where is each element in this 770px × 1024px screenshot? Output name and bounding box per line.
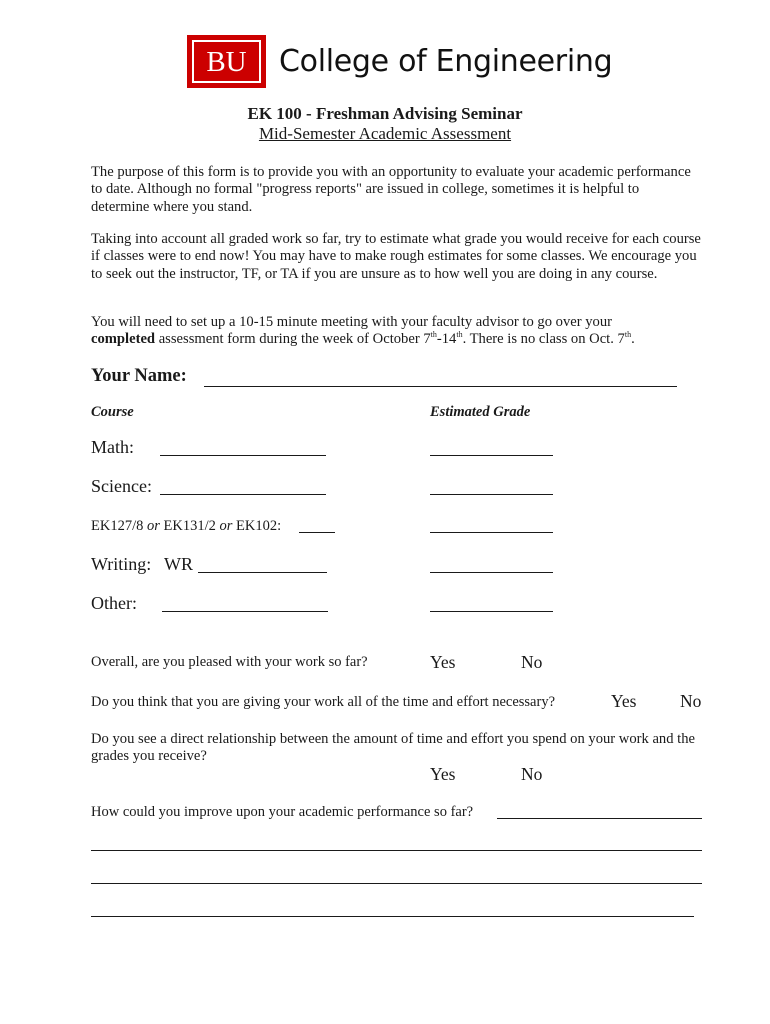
ek-grade-field[interactable] (430, 532, 553, 533)
writing-grade-field[interactable] (430, 572, 553, 573)
question-relationship: Do you see a direct relationship between the amount of time and effort you spend on your work and the grades you receive? (91, 731, 695, 765)
course-column-header: Course (91, 404, 134, 420)
college-name: College of Engineering (279, 44, 613, 79)
intro-p3-c: -14 (436, 331, 457, 348)
ek-course-field[interactable] (299, 532, 335, 533)
intro-p3-sup1: th (430, 330, 437, 340)
question-relationship-yes[interactable]: Yes (430, 764, 456, 784)
ek-or-2: or (219, 518, 233, 534)
intro-p3-d: . There is no class on Oct. 7 (462, 331, 625, 348)
bu-logo-frame (192, 40, 261, 83)
intro-p3-b: assessment form during the week of October 7 (155, 331, 431, 348)
name-field[interactable] (204, 386, 677, 387)
page-subtitle (0, 124, 770, 144)
writing-course-field[interactable] (198, 572, 327, 573)
intro-p3-sup3: th (624, 330, 632, 340)
intro-p3-a: You will need to set up a 10-15 minute meeting with your faculty advisor to go over your (91, 314, 612, 330)
writing-prefix: WR (164, 554, 193, 574)
intro-paragraph-2: Taking into account all graded work so far, try to estimate what grade you would receive for each course if classes were to end now! You may have to make rough estimates for some classes. We encourage you to seek out the instructor, TF, or TA if you are unsure as to how well you are doing in any course. (91, 231, 701, 282)
question-pleased-no[interactable]: No (521, 652, 543, 672)
science-grade-field[interactable] (430, 494, 553, 495)
name-label: Your Name: (91, 366, 187, 386)
question-effort-yes[interactable]: Yes (611, 691, 637, 711)
writing-label: Writing: (91, 554, 152, 574)
bu-logo (187, 35, 266, 88)
science-label: Science: (91, 476, 152, 496)
other-grade-field[interactable] (430, 611, 553, 612)
ek-label (91, 518, 281, 535)
intro-p3-bold: completed (91, 331, 156, 348)
ek-label-a: EK127/8 (91, 518, 147, 534)
question-pleased: Overall, are you pleased with your work so far? (91, 654, 368, 670)
page-subtitle-text: Mid-Semester Academic Assessment (258, 124, 512, 143)
question-improve: How could you improve upon your academic performance so far? (91, 804, 474, 820)
science-course-field[interactable] (160, 494, 326, 495)
intro-paragraph-1: The purpose of this form is to provide you with an opportunity to evaluate your academic performance to date. Although no formal "progress reports" are issued in college, sometimes it is helpful to determine where you stand. (91, 164, 691, 215)
improve-answer-line-2[interactable] (91, 850, 702, 851)
improve-answer-line-4[interactable] (91, 916, 694, 917)
intro-p3-e: . (631, 331, 635, 348)
other-course-field[interactable] (162, 611, 328, 612)
other-label: Other: (91, 593, 137, 613)
question-effort: Do you think that you are giving your work all of the time and effort necessary? (91, 694, 556, 710)
question-effort-no[interactable]: No (680, 691, 702, 711)
intro-p3-sup2: th (456, 330, 463, 340)
page-title: EK 100 - Freshman Advising Seminar (247, 104, 523, 123)
intro-paragraph-3 (91, 314, 701, 349)
math-label: Math: (91, 437, 134, 457)
question-pleased-yes[interactable]: Yes (430, 652, 456, 672)
bu-logo-text: BU (206, 45, 247, 78)
question-relationship-no[interactable]: No (521, 764, 543, 784)
ek-label-b: EK131/2 (159, 518, 220, 534)
ek-label-c: EK102: (232, 518, 282, 534)
ek-or-1: or (146, 518, 160, 534)
improve-answer-line-3[interactable] (91, 883, 702, 884)
math-grade-field[interactable] (430, 455, 553, 456)
improve-answer-line-1[interactable] (497, 818, 702, 819)
math-course-field[interactable] (160, 455, 326, 456)
grade-column-header: Estimated Grade (430, 404, 531, 420)
